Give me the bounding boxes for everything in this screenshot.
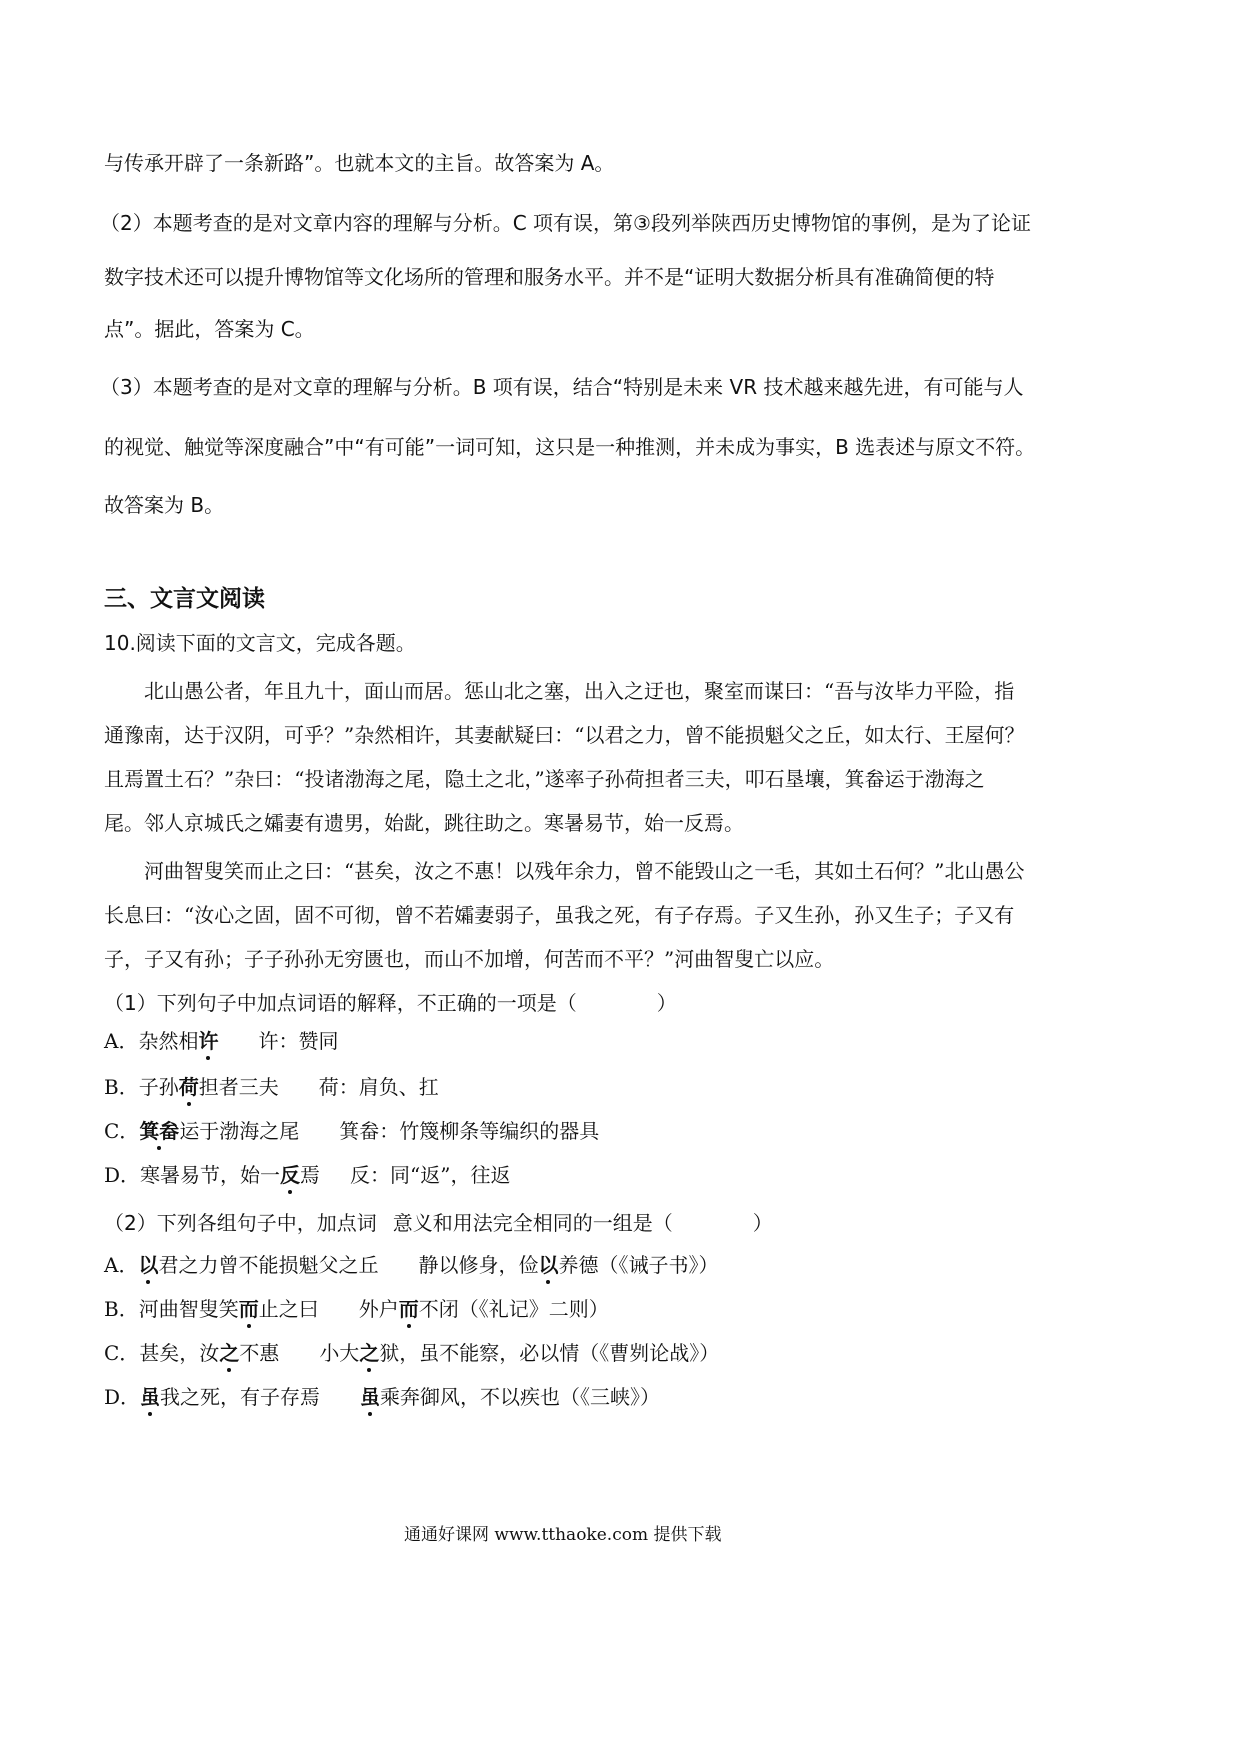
option-text: 不惠 [239, 1341, 280, 1365]
q2-stem-close: ） [752, 1211, 773, 1235]
option-text: 子孙 [138, 1075, 179, 1099]
answer-q2-line: （2）本题考查的是对文章内容的理解与分析。C 项有误，第③段列举陕西历史博物馆的事例，是为了论证 [100, 211, 1031, 235]
passage-line: 河曲智叟笑而止之曰：“甚矣，汝之不惠！以残年余力，曾不能毁山之一毛，其如土石何？”北山愚公 [144, 859, 1025, 883]
passage-line: 长息曰：“汝心之固，固不可彻，曾不若孀妻弱子，虽我之死，有子存焉。子又生孙，孙又生子；子又有 [104, 903, 1015, 927]
option-label: C． [104, 1341, 140, 1365]
option-text: 静以修身，俭 [418, 1253, 539, 1277]
option-text: 运于渤海之尾 [179, 1119, 300, 1143]
option-gloss: 许：赞同 [258, 1029, 339, 1053]
passage-line: 尾。邻人京城氏之孀妻有遗男，始龀，跳往助之。寒暑易节，始一反焉。 [104, 811, 744, 835]
answer-q2-line: 数字技术还可以提升博物馆等文化场所的管理和服务水平。并不是“证明大数据分析具有准确简便的特 [104, 265, 995, 289]
option-gloss: 箕畚：竹篾柳条等编织的器具 [339, 1119, 600, 1143]
passage-line: 且焉置土石？”杂曰：“投诸渤海之尾，隐土之北，”遂率子孙荷担者三夫，叩石垦壤，箕畚运于渤海之 [104, 767, 985, 791]
emphasized-word: 荷 [178, 1075, 199, 1099]
question-intro: 10.阅读下面的文言文，完成各题。 [104, 631, 416, 655]
option-text: 小大 [319, 1341, 360, 1365]
option-text: 寒暑易节，始一 [140, 1163, 281, 1187]
option-gloss: 反：同“返”，往返 [350, 1163, 511, 1187]
passage-line: 子，子又有孙；子子孙孙无穷匮也，而山不加增，何苦而不平？”河曲智叟亡以应。 [104, 947, 835, 971]
q1-option-b [104, 1074, 439, 1100]
q1-option-a [104, 1028, 338, 1054]
emphasized-word: 以 [138, 1253, 159, 1277]
q2-option-a [104, 1252, 718, 1278]
option-text: 狱，虽不能察，必以情（《曹刿论战》） [379, 1341, 720, 1365]
q2-stem-text: 意义和用法完全相同的一组是（ [392, 1211, 673, 1235]
option-label: D． [104, 1163, 141, 1187]
q1-option-d [104, 1162, 511, 1188]
option-label: A． [104, 1029, 139, 1053]
q2-option-b [104, 1296, 609, 1322]
q1-option-c [104, 1118, 599, 1144]
option-label: A． [104, 1253, 139, 1277]
option-text: 杂然相 [138, 1029, 199, 1053]
q1-stem [104, 990, 677, 1016]
answer-q2-line: 点”。据此，答案为 C。 [104, 317, 315, 341]
q2-option-d [104, 1384, 660, 1410]
option-text: 河曲智叟笑 [138, 1297, 239, 1321]
emphasized-word: 虽 [140, 1385, 161, 1409]
answer-q3-line: 故答案为 B。 [104, 493, 225, 517]
page-footer: 通通好课网 www.tthaoke.com 提供下载 [404, 1525, 722, 1545]
option-text: 焉 [300, 1163, 321, 1187]
option-text: 外户 [358, 1297, 399, 1321]
answer-line: 与传承开辟了一条新路”。也就本文的主旨。故答案为 A。 [104, 151, 615, 175]
emphasized-word: 以 [538, 1253, 559, 1277]
emphasized-word: 许 [198, 1029, 219, 1053]
answer-q3-line: 的视觉、触觉等深度融合”中“有可能”一词可知，这只是一种推测，并未成为事实，B 选表述与原文不符。 [104, 435, 1036, 459]
option-label: D． [104, 1385, 141, 1409]
q1-stem-close: ） [656, 991, 677, 1015]
emphasized-word: 虽 [360, 1385, 381, 1409]
option-label: B． [104, 1075, 139, 1099]
emphasized-word: 之 [219, 1341, 240, 1365]
option-text: 君之力曾不能损魁父之丘 [158, 1253, 379, 1277]
q2-stem [104, 1210, 773, 1236]
option-text: 止之曰 [258, 1297, 319, 1321]
emphasized-word: 而 [238, 1297, 259, 1321]
q2-option-c [104, 1340, 719, 1366]
option-label: B． [104, 1297, 139, 1321]
option-text: 乘奔御风，不以疾也（《三峡》） [380, 1385, 661, 1409]
option-text: 不闭（《礼记》二则） [418, 1297, 609, 1321]
passage-line: 北山愚公者，年且九十，面山而居。惩山北之塞，出入之迂也，聚室而谋曰：“吾与汝毕力平险，指 [144, 679, 1015, 703]
option-text: 养德（《诫子书》） [558, 1253, 719, 1277]
q2-stem-text: （2）下列各组句子中，加点词 [104, 1211, 377, 1235]
option-text: 担者三夫 [198, 1075, 279, 1099]
option-label: C． [104, 1119, 140, 1143]
emphasized-word: 之 [359, 1341, 380, 1365]
option-gloss: 荷：肩负、扛 [318, 1075, 439, 1099]
option-text: 我之死，有子存焉 [160, 1385, 321, 1409]
passage-line: 通豫南，达于汉阴，可乎？”杂然相许，其妻献疑曰：“以君之力，曾不能损魁父之丘，如太行、王屋何？ [104, 723, 1025, 747]
emphasized-word: 而 [398, 1297, 419, 1321]
emphasized-word: 反 [280, 1163, 301, 1187]
section-heading: 三、文言文阅读 [104, 586, 265, 612]
answer-q3-line: （3）本题考查的是对文章的理解与分析。B 项有误，结合“特别是未来 VR 技术越来越先进，有可能与人 [100, 375, 1024, 399]
emphasized-word: 箕畚 [139, 1119, 180, 1143]
option-text: 甚矣，汝 [139, 1341, 220, 1365]
q1-stem-text: （1）下列句子中加点词语的解释，不正确的一项是（ [104, 991, 577, 1015]
